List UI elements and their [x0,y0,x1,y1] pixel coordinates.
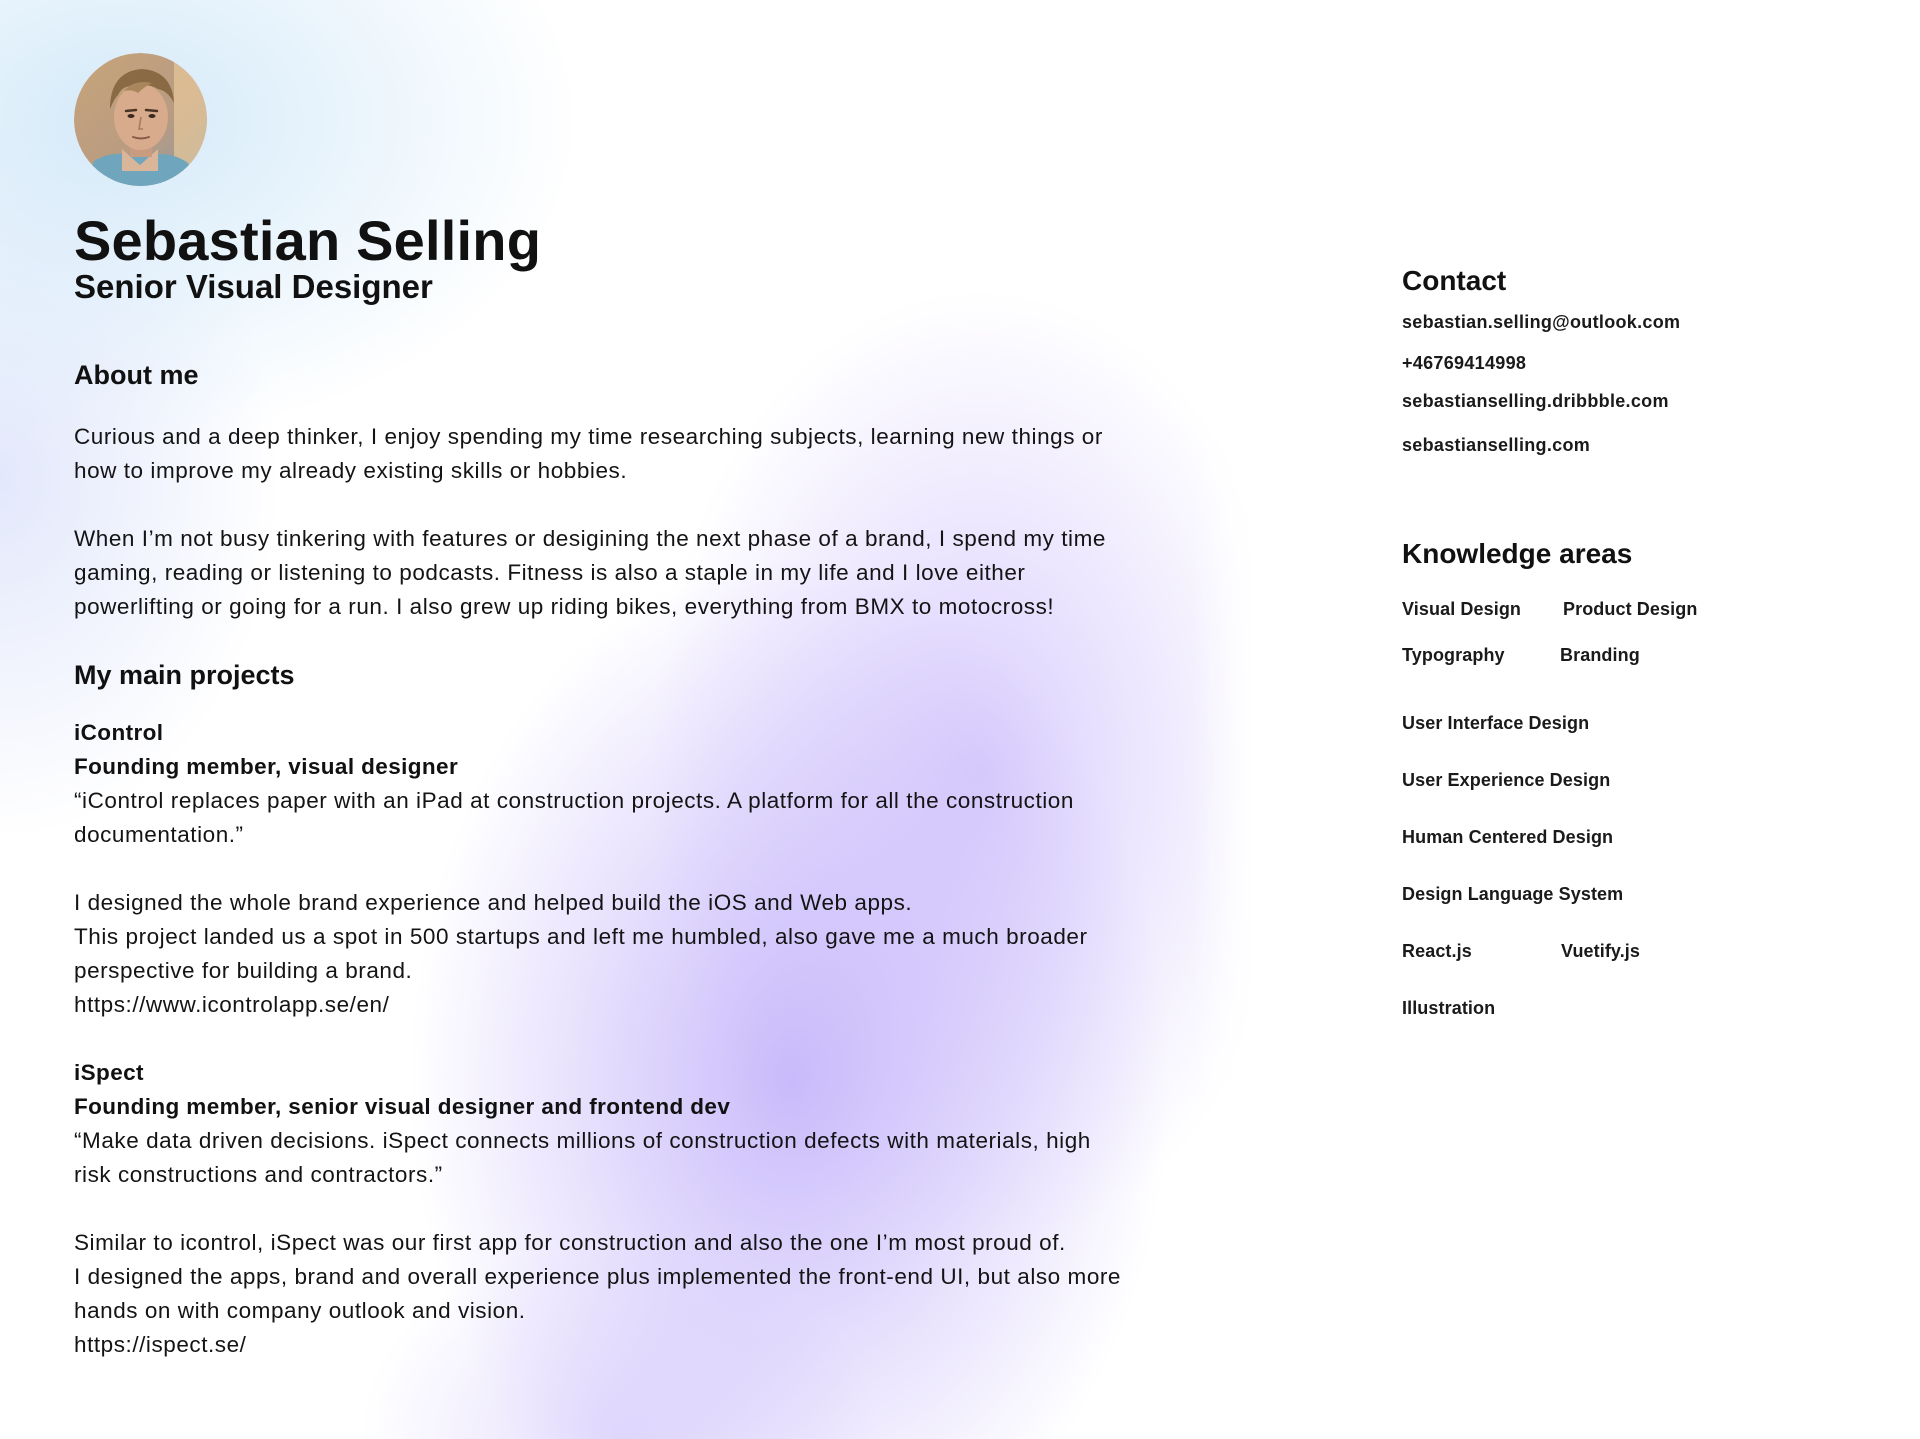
knowledge-row [1402,939,1862,963]
knowledge-row [1402,643,1862,667]
contact-phone[interactable]: +46769414998 [1402,353,1527,373]
knowledge-row [1402,711,1862,735]
main-column [74,53,1154,1362]
knowledge-row [1402,597,1862,621]
contact-heading: Contact [1402,265,1507,296]
about-paragraph: Curious and a deep thinker, I enjoy spending my time researching subjects, learning new things or how to improve my already existing skills or hobbies. [74,424,1103,483]
knowledge-row [1402,996,1862,1020]
project-entry-icontrol [74,716,1154,1022]
knowledge-row [1402,768,1862,792]
knowledge-list [1402,597,1862,1020]
knowledge-item: Illustration [1402,998,1496,1018]
project-role: Founding member, visual designer [74,754,459,779]
project-description [74,1226,1154,1362]
project-quote: “Make data driven decisions. iSpect connects millions of construction defects with materials, high risk constructions and contractors.” [74,1128,1091,1187]
knowledge-row [1402,825,1862,849]
knowledge-item: Vuetify.js [1561,941,1641,961]
knowledge-item: Branding [1560,645,1640,665]
project-link[interactable]: https://ispect.se/ [74,1332,247,1357]
knowledge-item: Typography [1402,645,1505,665]
contact-email-link[interactable]: sebastian.selling@outlook.com [1402,312,1681,332]
knowledge-item: React.js [1402,941,1472,961]
project-description-line: I designed the whole brand experience and helped build the iOS and Web apps. [74,890,913,915]
contact-list [1402,310,1862,457]
gradient-fade-edge [1192,0,1252,1439]
about-paragraph: When I’m not busy tinkering with features or desigining the next phase of a brand, I spend my time gaming, reading or listening to podcasts. Fitness is also a staple in my life and I love either powerlifting or going for a run. I also grew up riding bikes, everything from BMX to motocross! [74,526,1106,619]
project-name: iSpect [74,1060,144,1085]
knowledge-heading: Knowledge areas [1402,538,1633,569]
knowledge-item: User Experience Design [1402,770,1611,790]
knowledge-item: Visual Design [1402,599,1522,619]
project-role: Founding member, senior visual designer and frontend dev [74,1094,731,1119]
project-description [74,886,1154,1022]
contact-website-link[interactable]: sebastianselling.com [1402,435,1591,455]
knowledge-item: User Interface Design [1402,713,1590,733]
job-title: Senior Visual Designer [74,268,433,305]
project-description-line: This project landed us a spot in 500 startups and left me humbled, also gave me a much broader perspective for building a brand. [74,924,1088,983]
knowledge-row [1402,882,1862,906]
about-heading: About me [74,360,199,390]
project-description-line: Similar to icontrol, iSpect was our first app for construction and also the one I’m most proud of. [74,1230,1066,1255]
project-link[interactable]: https://www.icontrolapp.se/en/ [74,992,390,1017]
contact-dribbble-link[interactable]: sebastianselling.dribbble.com [1402,391,1669,411]
knowledge-item: Human Centered Design [1402,827,1614,847]
person-name: Sebastian Selling [74,209,542,272]
knowledge-item: Product Design [1563,599,1698,619]
projects-heading: My main projects [74,660,295,690]
knowledge-item: Design Language System [1402,884,1624,904]
sidebar-column [1402,264,1862,1020]
project-quote: “iControl replaces paper with an iPad at construction projects. A platform for all the construction documentation.” [74,788,1074,847]
project-name: iControl [74,720,164,745]
project-description-line: I designed the apps, brand and overall experience plus implemented the front-end UI, but also more hands on with company outlook and vision. [74,1264,1121,1323]
project-entry-ispect [74,1056,1154,1362]
portrait-avatar-icon [74,53,207,186]
